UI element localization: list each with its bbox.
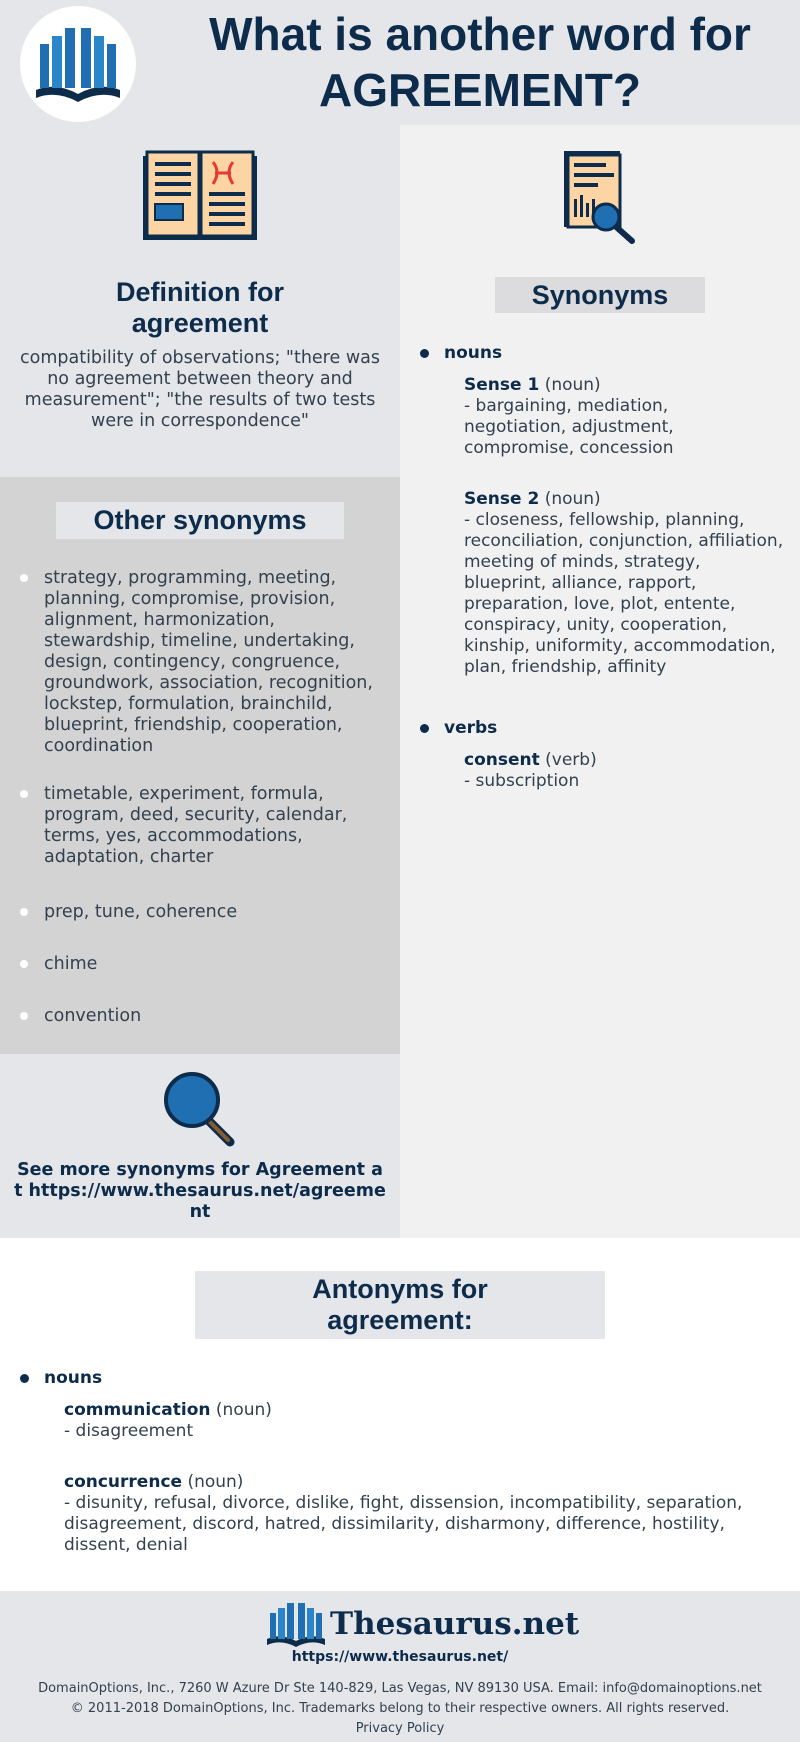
book-logo-icon bbox=[32, 24, 124, 104]
sense-label[interactable]: communication bbox=[64, 1400, 211, 1420]
bullet-antonym-nouns bbox=[20, 1374, 29, 1383]
sense-label[interactable]: consent bbox=[464, 750, 540, 770]
other-synonyms-item[interactable]: timetable, experiment, formula, program, deed, security, calendar, terms, yes, accommodations, adaptation, charter bbox=[44, 784, 348, 867]
see-more-panel bbox=[0, 1054, 400, 1238]
antonyms-title-line-1: Antonyms for bbox=[312, 1274, 488, 1304]
footer-url[interactable]: https://www.thesaurus.net/ bbox=[291, 1649, 509, 1665]
sense-words[interactable]: - bargaining, mediation, negotiation, adjustment, compromise, concession bbox=[464, 396, 674, 458]
synonym-sense-2 bbox=[464, 489, 784, 678]
privacy-policy-link[interactable]: Privacy Policy bbox=[355, 1721, 445, 1736]
antonyms-pos-nouns: nouns bbox=[44, 1368, 103, 1388]
bullet bbox=[20, 574, 28, 582]
bullet bbox=[20, 960, 28, 968]
footer-address: DomainOptions, Inc., 7260 W Azure Dr Ste 140-829, Las Vegas, NV 89130 USA. Email: info@domainoptions.net bbox=[38, 1681, 762, 1696]
other-synonyms-title: Other synonyms bbox=[56, 502, 344, 539]
sense-pos-tag: (noun) bbox=[544, 489, 601, 509]
antonym-sense-1 bbox=[64, 1400, 764, 1442]
see-more-link[interactable]: See more synonyms for Agreement at https://www.thesaurus.net/agreement bbox=[14, 1160, 386, 1222]
site-logo[interactable] bbox=[20, 6, 136, 122]
other-synonyms-item[interactable]: convention bbox=[44, 1006, 142, 1026]
synonyms-title: Synonyms bbox=[495, 277, 705, 313]
sense-pos-tag: (noun) bbox=[215, 1400, 272, 1420]
definition-title-line-1: Definition for bbox=[116, 277, 284, 307]
page-title bbox=[160, 6, 800, 118]
document-search-icon bbox=[560, 149, 640, 245]
title-line-1: What is another word for bbox=[209, 8, 751, 60]
header bbox=[0, 0, 800, 125]
definition-text: compatibility of observations; "there was no agreement between theory and measurement"; "the results of two tests were in correspondence" bbox=[20, 348, 380, 431]
definition-panel bbox=[0, 125, 400, 477]
synonym-sense-1 bbox=[464, 375, 774, 459]
definition-title bbox=[0, 277, 400, 339]
book-logo-icon[interactable] bbox=[265, 1601, 327, 1647]
other-synonyms-panel bbox=[0, 477, 400, 1054]
bullet bbox=[20, 790, 28, 798]
other-synonyms-item[interactable]: chime bbox=[44, 954, 98, 974]
footer-copyright: © 2011-2018 DomainOptions, Inc. Trademarks belong to their respective owners. All rights reserved. bbox=[70, 1701, 730, 1716]
antonyms-title-line-2: agreement: bbox=[327, 1305, 473, 1335]
bullet bbox=[20, 1012, 28, 1020]
bullet-nouns bbox=[420, 349, 429, 358]
sense-words[interactable]: - closeness, fellowship, planning, reconciliation, conjunction, affiliation, meeting of minds, strategy, blueprint, alliance, rapport, preparation, love, plot, entente, conspiracy, unity, cooperation, kinship, uniformity, accommodation, plan, friendship, affinity bbox=[464, 510, 784, 677]
title-line-2: AGREEMENT? bbox=[319, 64, 641, 116]
other-synonyms-item[interactable]: strategy, programming, meeting, planning, compromise, provision, alignment, harmonization, stewardship, timeline, undertaking, design, contingency, congruence, groundwork, association, recognition, lockstep, formulation, brainchild, blueprint, friendship, cooperation, coordination bbox=[44, 568, 373, 756]
sense-pos-tag: (verb) bbox=[545, 750, 597, 770]
synonyms-panel bbox=[400, 125, 800, 1238]
sense-label[interactable]: Sense 1 bbox=[464, 375, 540, 395]
synonym-sense-verb bbox=[464, 750, 774, 792]
footer bbox=[0, 1591, 800, 1742]
antonyms-title bbox=[195, 1271, 605, 1339]
bullet-verbs bbox=[420, 724, 429, 733]
other-synonyms-item[interactable]: prep, tune, coherence bbox=[44, 902, 238, 922]
definition-title-line-2: agreement bbox=[131, 308, 269, 338]
sense-pos-tag: (noun) bbox=[544, 375, 601, 395]
sense-label[interactable]: Sense 2 bbox=[464, 489, 540, 509]
open-book-icon bbox=[141, 150, 259, 244]
bullet bbox=[20, 908, 28, 916]
sense-words[interactable]: - disagreement bbox=[64, 1421, 194, 1441]
magnifier-icon bbox=[160, 1068, 240, 1148]
sense-words[interactable]: - disunity, refusal, divorce, dislike, fight, dissension, incompatibility, separation, disagreement, discord, hatred, dissimilarity, disharmony, difference, hostility, dissent, denial bbox=[64, 1493, 743, 1555]
synonyms-pos-verbs: verbs bbox=[444, 718, 498, 738]
sense-label[interactable]: concurrence bbox=[64, 1472, 183, 1492]
sense-words[interactable]: - subscription bbox=[464, 771, 580, 791]
sense-pos-tag: (noun) bbox=[187, 1472, 244, 1492]
synonyms-pos-nouns: nouns bbox=[444, 343, 503, 363]
antonym-sense-2 bbox=[64, 1472, 784, 1556]
footer-brand[interactable]: Thesaurus.net bbox=[330, 1606, 580, 1642]
